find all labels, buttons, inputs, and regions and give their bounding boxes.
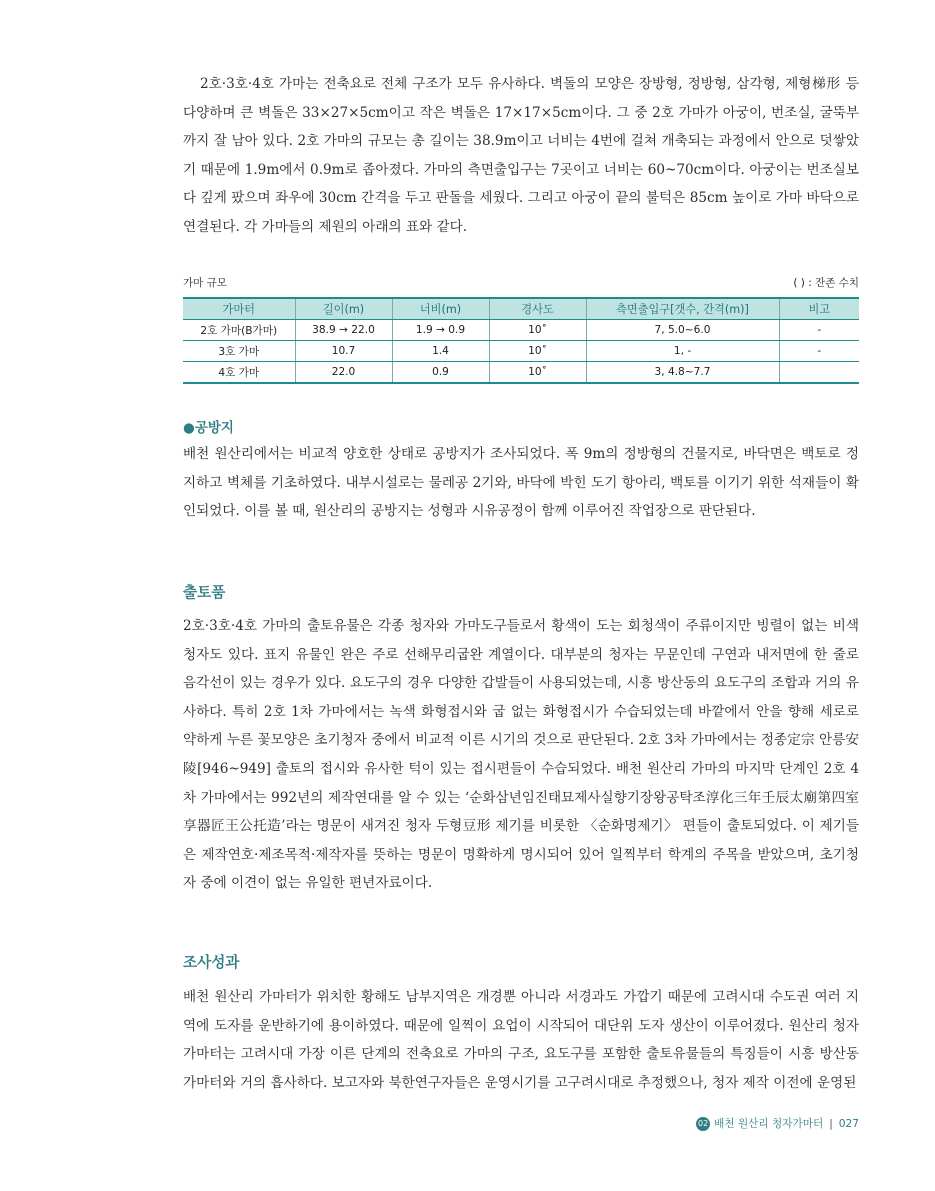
artifacts-heading: 출토품 xyxy=(183,584,226,601)
page-footer xyxy=(696,1116,859,1131)
intro-paragraph: 2호·3호·4호 가마는 전축요로 전체 구조가 모두 유사하다. 벽돌의 모양은 장방형, 정방형, 삼각형, 제형梯形 등 다양하며 큰 벽돌은 33×27×5cm이고 작은 벽돌은 17×17×5cm이다. 그 중 2호 가마가 아궁이, 번조실, 굴뚝부까지 잘 남아 있다. 2호 가마의 규모는 총 길이는 38.9m이고 너비는 4번에 걸쳐 개축되는 과정에서 안으로 덧쌓았기 때문에 1.9m에서 0.9m로 좁아졌다. 가마의 측면출입구는 7곳이고 너비는 60~70cm이다. 아궁이는 번조실보다 깊게 팠으며 좌우에 30cm 간격을 두고 판돌을 세웠다. 그리고 아궁이 끝의 불턱은 85cm 높이로 가마 바닥으로 연결된다. 각 가마들의 제원의 아래의 표와 같다. xyxy=(183,76,859,235)
column-header: 경사도 xyxy=(489,298,586,320)
table-cell: 1.4 xyxy=(392,341,489,362)
table-row xyxy=(183,341,859,362)
table-cell: 22.0 xyxy=(295,362,392,384)
table-cell: 10˚ xyxy=(489,341,586,362)
table-cell: 3, 4.8~7.7 xyxy=(586,362,779,384)
table-caption: 가마 규모 xyxy=(183,277,227,289)
footer-title: 배천 원산리 청자가마터 xyxy=(714,1118,824,1130)
table-cell: 1.9 → 0.9 xyxy=(392,320,489,341)
table-row xyxy=(183,362,859,384)
table-row xyxy=(183,320,859,341)
table-cell: 2호 가마(B가마) xyxy=(183,320,295,341)
artifacts-paragraph: 2호·3호·4호 가마의 출토유물은 각종 청자와 가마도구들로서 황색이 도는 회청색이 주류이지만 빙렬이 없는 비색청자도 있다. 표지 유물인 완은 주로 선해무리굽완 계열이다. 대부분의 청자는 무문인데 구연과 내저면에 한 줄로 음각선이 있는 경우가 있다. 요도구의 경우 다양한 갑발들이 사용되었는데, 시흥 방산동의 요도구의 조합과 거의 유사하다. 특히 2호 1차 가마에서는 녹색 화형접시와 굽 없는 화형접시가 수습되었는데 바깥에서 안을 향해 세로로 약하게 누른 꽃모양은 초기청자 중에서 비교적 이른 시기의 것으로 판단된다. 2호 3차 가마에서는 정종定宗 안릉安陵[946~949] 출토의 접시와 유사한 턱이 있는 접시편들이 수습되었다. 배천 원산리 가마의 마지막 단계인 2호 4차 가마에서는 992년의 제작연대를 알 수 있는 ‘순화삼년임진태묘제사실향기장왕공탁조淳化三年壬辰太廟第四室享器匠王公托造’라는 명문이 새겨진 청자 두형豆形 제기를 비롯한 〈순화명제기〉 편들이 출토되었다. 이 제기들은 제작연호·제조목적·제작자를 뜻하는 명문이 명확하게 명시되어 있어 일찍부터 학계의 주목을 받았으며, 초기청자 중에 이견이 없는 유일한 편년자료이다. xyxy=(183,618,859,892)
table-header-row xyxy=(183,298,859,320)
column-header: 비고 xyxy=(779,298,859,320)
table-cell: 4호 가마 xyxy=(183,362,295,384)
table-cell: 38.9 → 22.0 xyxy=(295,320,392,341)
column-header: 너비(m) xyxy=(392,298,489,320)
table-cell: 0.9 xyxy=(392,362,489,384)
workshop-heading: ●공방지 xyxy=(183,420,234,436)
column-header: 가마터 xyxy=(183,298,295,320)
table-note: ( ) : 잔존 수치 xyxy=(793,277,859,289)
table-cell: 10.7 xyxy=(295,341,392,362)
page-number: 027 xyxy=(838,1117,859,1130)
kiln-size-table xyxy=(183,297,859,384)
chapter-number-badge: 02 xyxy=(696,1117,710,1131)
results-paragraph: 배천 원산리 가마터가 위치한 황해도 남부지역은 개경뿐 아니라 서경과도 가깝기 때문에 고려시대 수도권 여러 지역에 도자를 운반하기에 용이하였다. 때문에 일찍이 요업이 시작되어 대단위 도자 생산이 이루어졌다. 원산리 청자 가마터는 고려시대 가장 이른 단계의 전축요로 가마의 구조, 요도구를 포함한 출토유물들의 특징들이 시흥 방산동 가마터와 거의 흡사하다. 보고자와 북한연구자들은 운영시기를 고구려시대로 추정했으나, 청자 제작 이전에 운영된 xyxy=(183,989,859,1091)
table-cell: 7, 5.0~6.0 xyxy=(586,320,779,341)
table-cell: 3호 가마 xyxy=(183,341,295,362)
table-cell: - xyxy=(779,320,859,341)
table-cell: 10˚ xyxy=(489,362,586,384)
table-cell: 10˚ xyxy=(489,320,586,341)
results-heading: 조사성과 xyxy=(183,954,240,971)
column-header: 측면출입구[갯수, 간격(m)] xyxy=(586,298,779,320)
column-header: 길이(m) xyxy=(295,298,392,320)
table-cell: - xyxy=(779,341,859,362)
table-cell: 1, - xyxy=(586,341,779,362)
table-cell xyxy=(779,362,859,384)
workshop-paragraph: 배천 원산리에서는 비교적 양호한 상태로 공방지가 조사되었다. 폭 9m의 정방형의 건물지로, 바닥면은 백토로 정지하고 벽체를 기초하였다. 내부시설로는 물레공 2기와, 바닥에 박힌 도기 항아리, 백토를 이기기 위한 석재들이 확인되었다. 이를 볼 때, 원산리의 공방지는 성형과 시유공정이 함께 이루어진 작업장으로 판단된다. xyxy=(183,446,859,520)
footer-separator: | xyxy=(829,1117,833,1130)
